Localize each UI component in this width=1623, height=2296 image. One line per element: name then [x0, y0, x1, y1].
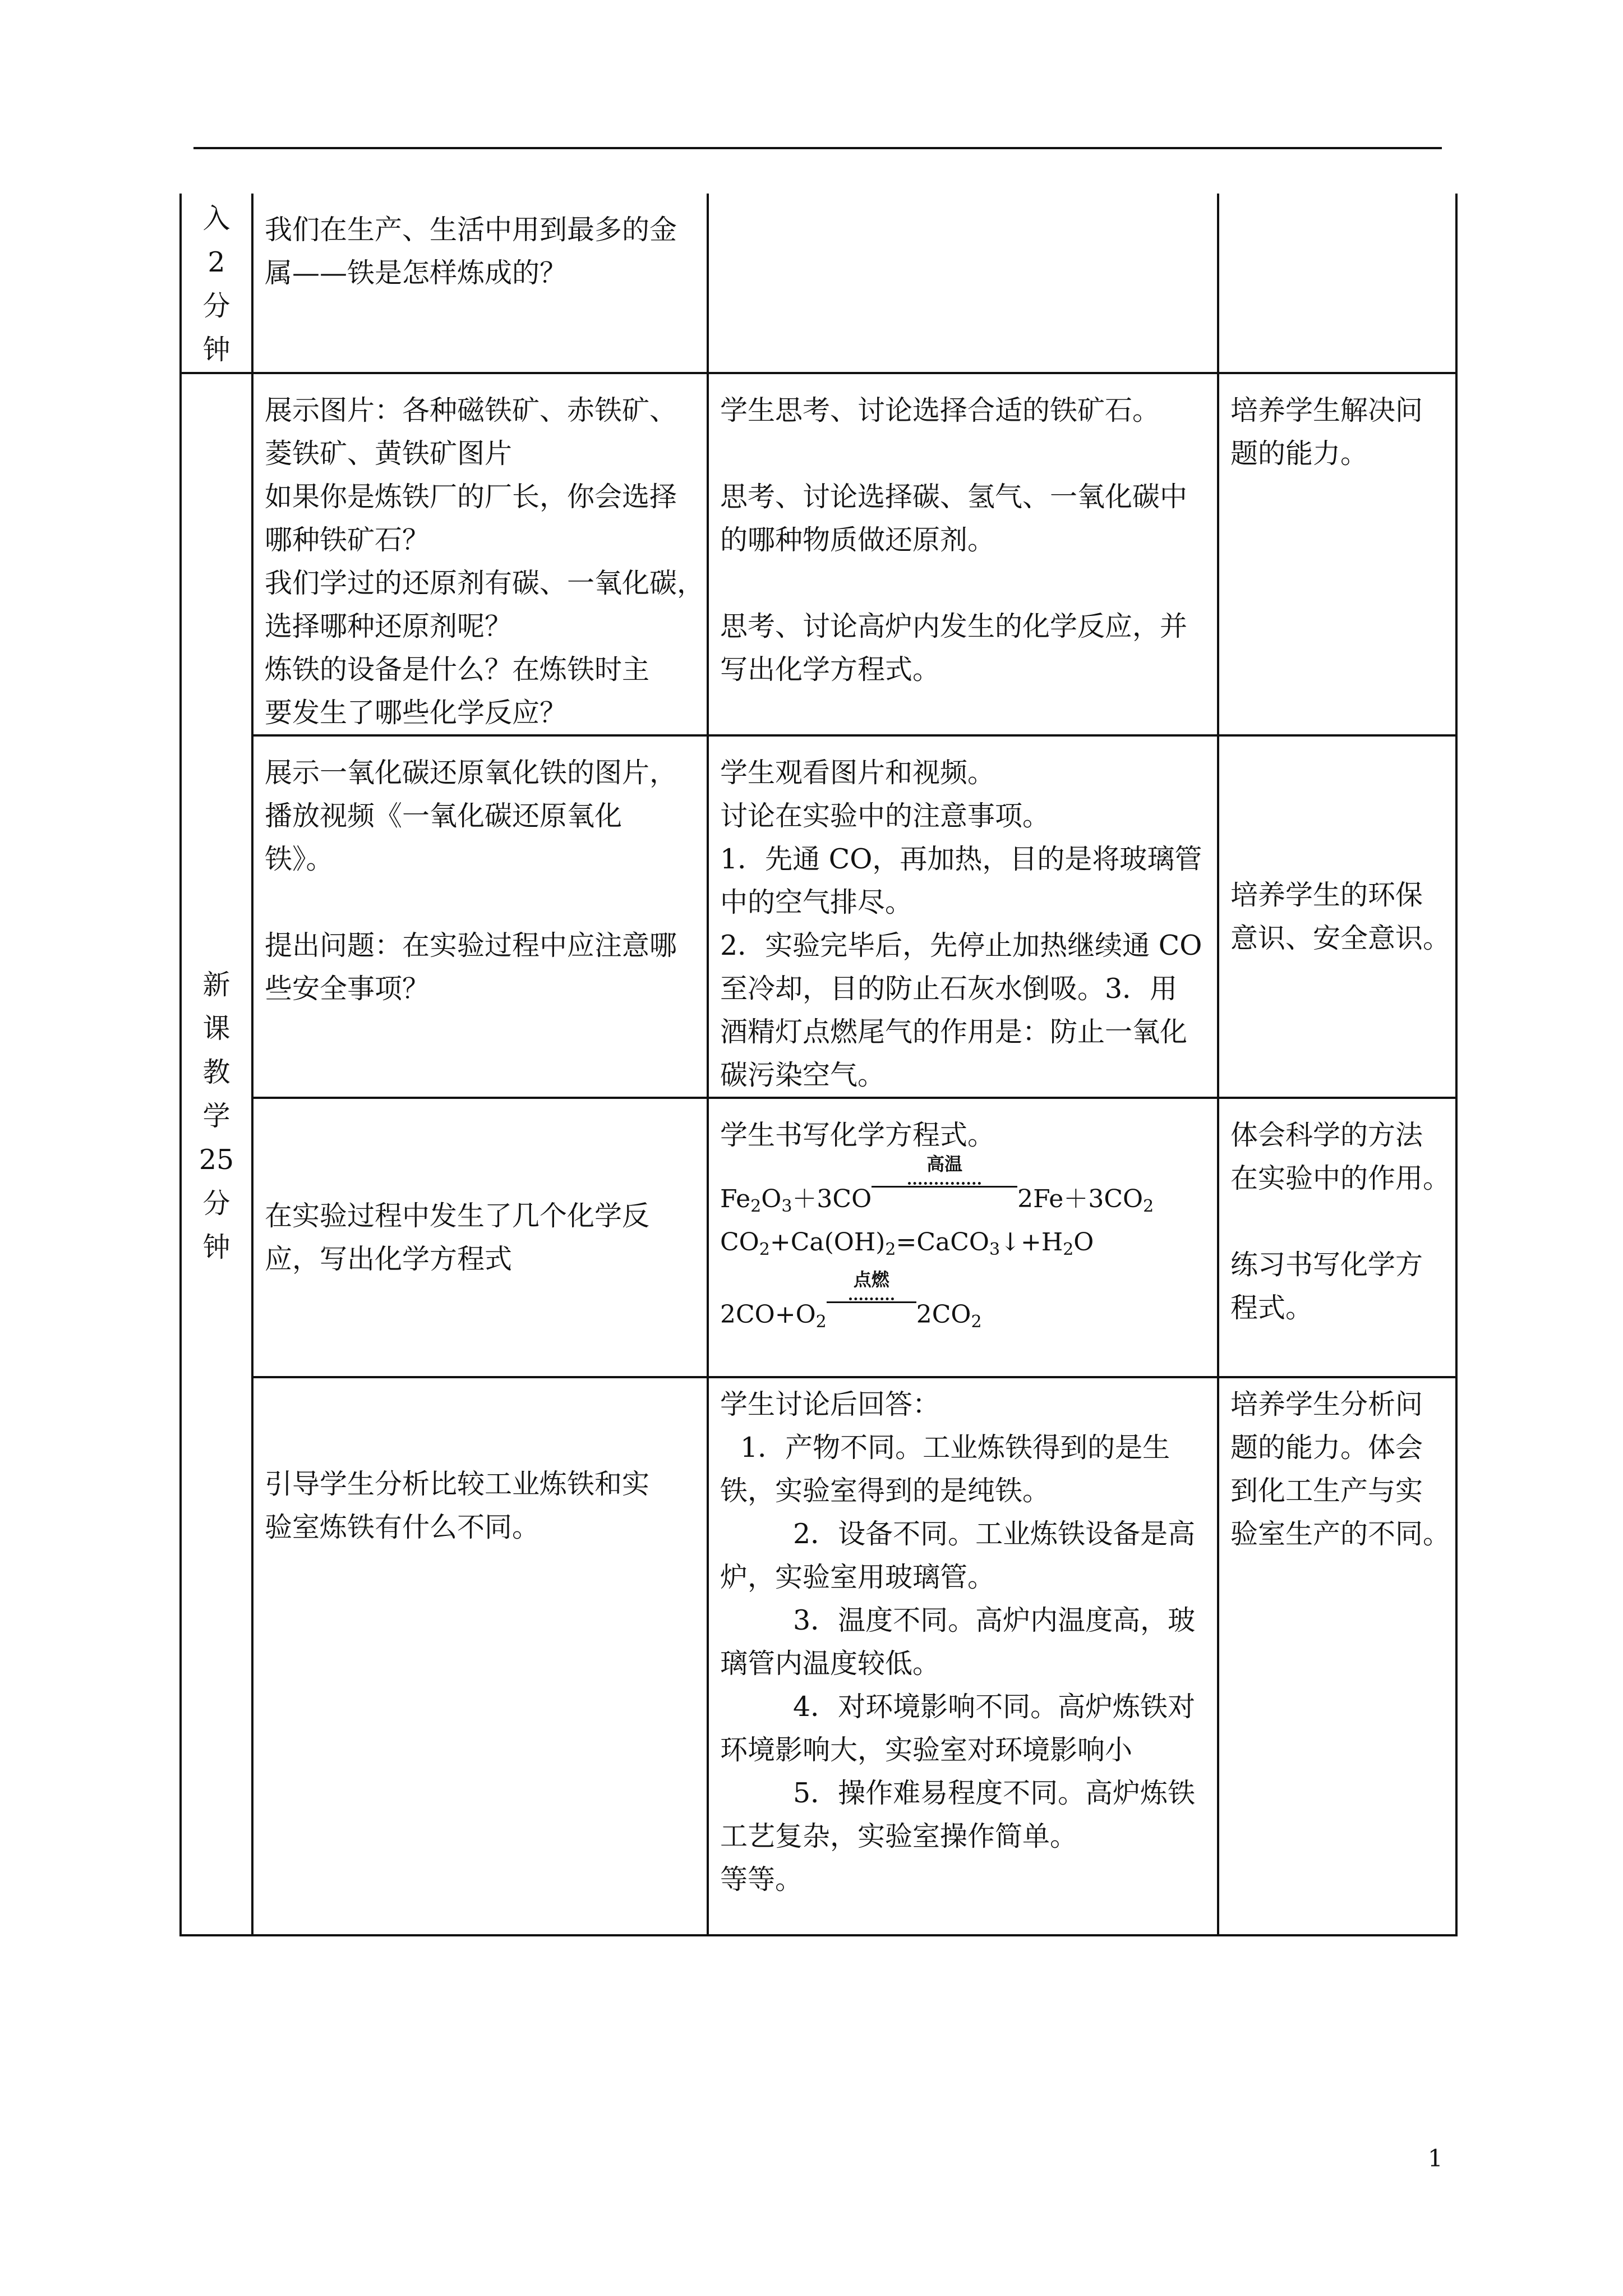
teacher-text: 展示图片：各种磁铁矿、赤铁矿、	[265, 394, 677, 426]
table-row-ore	[181, 373, 1456, 735]
student-text: 中的空气排尽。	[720, 886, 913, 918]
teacher-text: 提出问题：在实验过程中应注意哪	[265, 930, 677, 961]
goal-text: 程式。	[1230, 1292, 1313, 1324]
student-text: 学生思考、讨论选择合适的铁矿石。	[720, 394, 1160, 426]
teacher-text: 我们在生产、生活中用到最多的金	[265, 214, 677, 246]
goal-text: 练习书写化学方	[1230, 1249, 1423, 1281]
student-text: 写出化学方程式。	[720, 654, 940, 685]
goal-cell-equations	[1218, 1098, 1456, 1377]
goal-text: 培养学生的环保	[1230, 879, 1423, 911]
goal-text: 培养学生解决问	[1230, 394, 1423, 426]
teacher-cell-experiment	[252, 735, 708, 1098]
student-text: 5．操作难易程度不同。高炉炼铁	[793, 1777, 1196, 1809]
goal-cell-experiment	[1218, 735, 1456, 1098]
stage-char: 入	[202, 203, 230, 234]
student-cell-intro	[708, 194, 1218, 373]
student-text: 学生观看图片和视频。	[720, 757, 995, 789]
goal-cell-intro	[1218, 194, 1456, 373]
student-cell-ore	[708, 373, 1218, 735]
student-text: 铁，实验室得到的是纯铁。	[720, 1475, 1050, 1507]
student-text: 炉，实验室用玻璃管。	[720, 1561, 995, 1593]
teacher-text: 些安全事项？	[265, 973, 430, 1005]
teacher-text: 属——铁是怎样炼成的？	[265, 257, 568, 289]
student-cell-experiment	[708, 735, 1218, 1098]
student-cell-compare	[708, 1377, 1218, 1935]
goal-text: 培养学生分析问	[1230, 1388, 1423, 1420]
page-number: 1	[1428, 2145, 1443, 2172]
student-text: 的哪种物质做还原剂。	[720, 524, 995, 556]
goal-text: 在实验中的作用。	[1230, 1162, 1451, 1194]
teacher-text: 我们学过的还原剂有碳、一氧化碳，	[265, 567, 705, 599]
teacher-cell-equations	[252, 1098, 708, 1377]
student-text: 3．温度不同。高炉内温度高，玻	[793, 1604, 1196, 1636]
goal-text: 到化工生产与实	[1230, 1475, 1423, 1507]
goal-text: 验室生产的不同。	[1230, 1518, 1451, 1550]
goal-text: 意识、安全意识。	[1230, 922, 1451, 954]
student-text: 1．先通 CO，再加热，目的是将玻璃管	[720, 843, 1202, 875]
stage-char: 分	[202, 290, 230, 322]
teacher-text: 验室炼铁有什么不同。	[265, 1511, 540, 1543]
goal-cell-ore	[1218, 373, 1456, 735]
teacher-text: 铁》。	[265, 843, 334, 875]
student-text: 环境影响大，实验室对环境影响小	[720, 1734, 1133, 1766]
teacher-cell-ore	[252, 373, 708, 735]
teacher-text: 展示一氧化碳还原氧化铁的图片，	[265, 757, 677, 789]
goal-text: 题的能力。	[1230, 438, 1368, 470]
table-row-equations	[181, 1098, 1456, 1377]
teacher-text: 要发生了哪些化学反应？	[265, 697, 568, 729]
table-row-experiment	[181, 735, 1456, 1098]
student-text: 4．对环境影响不同。高炉炼铁对	[793, 1691, 1196, 1723]
stage-char: 钟	[202, 334, 230, 366]
stage-char: 2	[208, 246, 225, 278]
stage-char: 新	[202, 969, 230, 1001]
student-text: 至冷却，目的防止石灰水倒吸。3．用	[720, 973, 1178, 1005]
student-text: 酒精灯点燃尾气的作用是：防止一氧化	[720, 1016, 1188, 1048]
table-row-intro	[181, 194, 1456, 373]
stage-char: 课	[202, 1013, 230, 1045]
student-cell-equations	[708, 1098, 1218, 1377]
goal-cell-compare	[1218, 1377, 1456, 1935]
student-text: 等等。	[720, 1864, 803, 1895]
stage-char: 分	[202, 1188, 230, 1220]
teacher-text: 在实验过程中发生了几个化学反	[265, 1200, 650, 1232]
table-row-compare	[181, 1377, 1456, 1935]
teacher-cell-intro	[252, 194, 708, 373]
student-text: 璃管内温度较低。	[720, 1648, 940, 1680]
stage-char: 钟	[202, 1231, 230, 1263]
student-text: 思考、讨论高炉内发生的化学反应，并	[720, 610, 1188, 642]
teacher-cell-compare	[252, 1377, 708, 1935]
teacher-text: 选择哪种还原剂呢？	[265, 610, 513, 642]
stage-cell-intro	[181, 194, 252, 373]
stage-char: 学	[202, 1100, 230, 1132]
teacher-text: 菱铁矿、黄铁矿图片	[265, 438, 513, 470]
student-text: 思考、讨论选择碳、氢气、一氧化碳中	[720, 481, 1188, 513]
student-text: 1．产物不同。工业炼铁得到的是生	[740, 1432, 1170, 1464]
student-text: 2．实验完毕后，先停止加热继续通 CO	[720, 930, 1202, 961]
stage-char: 教	[202, 1056, 230, 1088]
teacher-text: 应，写出化学方程式	[265, 1243, 513, 1275]
teacher-text: 如果你是炼铁厂的厂长，你会选择	[265, 481, 677, 513]
teacher-text: 哪种铁矿石？	[265, 524, 430, 556]
teacher-text: 炼铁的设备是什么？在炼铁时主	[265, 654, 650, 685]
equation-limewater: $CO_2+Ca(OH)_2=CaCO_3↓+H_2O$	[720, 1228, 1094, 1259]
stage-cell-new-lesson	[181, 373, 252, 1935]
stage-char: 25	[199, 1144, 234, 1176]
student-text: 碳污染空气。	[720, 1059, 886, 1091]
student-text: 2．设备不同。工业炼铁设备是高	[793, 1518, 1196, 1550]
student-text: 学生书写化学方程式。	[720, 1119, 995, 1151]
teacher-text: 引导学生分析比较工业炼铁和实	[265, 1468, 650, 1500]
equation-reduction: $Fe_2O_3+3CO$ 高温 $2Fe+3CO_2$	[720, 1153, 1154, 1216]
goal-text: 题的能力。体会	[1230, 1432, 1423, 1464]
student-text: 学生讨论后回答：	[720, 1388, 940, 1420]
student-text: 工艺复杂，实验室操作简单。	[720, 1820, 1078, 1852]
equation-combustion: $2CO+O_2$ 点燃 $2CO_2$	[720, 1269, 982, 1332]
lesson-plan-table	[179, 194, 1458, 1936]
reaction-condition: 点燃	[827, 1289, 916, 1323]
goal-text: 体会科学的方法	[1230, 1119, 1423, 1151]
teacher-text: 播放视频《一氧化碳还原氧化	[265, 800, 623, 832]
student-text: 讨论在实验中的注意事项。	[720, 800, 1050, 832]
header-rule	[193, 147, 1442, 149]
reaction-condition: 高温	[872, 1174, 1017, 1207]
